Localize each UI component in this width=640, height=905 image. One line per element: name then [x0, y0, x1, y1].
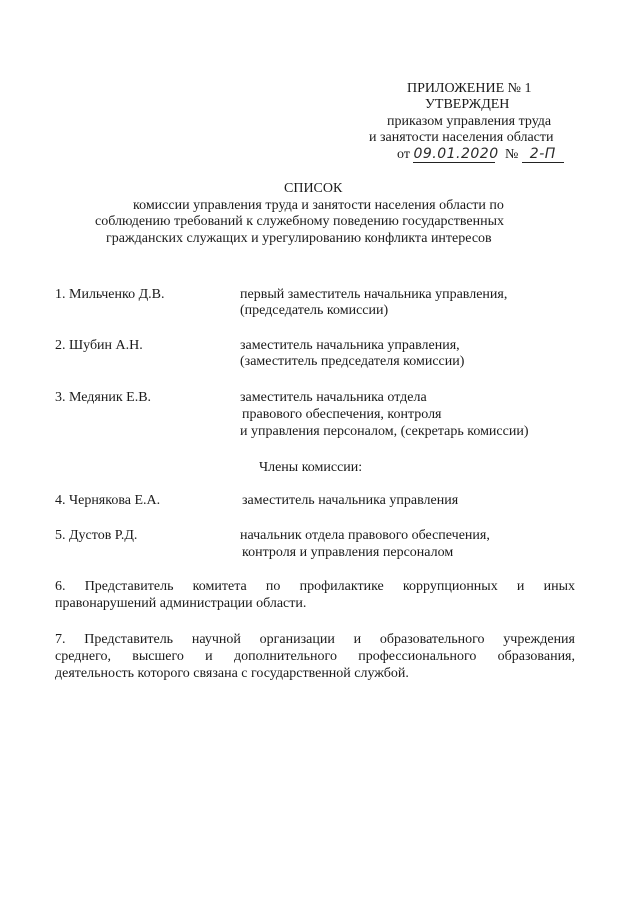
- item6-line1: 6. Представитель комитета по профилактике коррупционных и иных: [55, 579, 575, 594]
- member-role: (председатель комиссии): [240, 303, 389, 318]
- item7-line1: 7. Представитель научной организации и образовательного учреждения: [55, 632, 575, 647]
- member-role: правового обеспечения, контроля: [242, 407, 442, 422]
- member-role: заместитель начальника отдела: [240, 390, 427, 405]
- approval-order-line1: приказом управления труда: [387, 114, 552, 129]
- date-prefix: от: [397, 147, 410, 162]
- item7-line2: среднего, высшего и дополнительного профессионального образования,: [55, 649, 575, 664]
- approved-label: УТВЕРЖДЕН: [425, 97, 510, 112]
- member-name: 5. Дустов Р.Д.: [55, 528, 138, 543]
- member-role: (заместитель председателя комиссии): [240, 354, 465, 369]
- item6-line2: правонарушений администрации области.: [55, 596, 307, 611]
- members-heading: Члены комиссии:: [259, 460, 363, 475]
- member-role: заместитель начальника управления: [242, 493, 459, 508]
- appendix-label: ПРИЛОЖЕНИЕ № 1: [407, 81, 532, 96]
- member-role: заместитель начальника управления,: [240, 338, 460, 353]
- member-role: начальник отдела правового обеспечения,: [240, 528, 490, 543]
- list-heading: СПИСОК: [284, 181, 343, 196]
- title-line2: соблюдению требований к служебному поведению государственных: [95, 214, 504, 229]
- approval-order-line2: и занятости населения области: [369, 130, 554, 145]
- handwritten-date: 09.01.2020: [413, 146, 499, 162]
- handwritten-number: 2-П: [522, 147, 564, 163]
- member-name: 1. Мильченко Д.В.: [55, 287, 165, 302]
- member-name: 3. Медяник Е.В.: [55, 390, 152, 405]
- member-role: контроля и управления персоналом: [242, 545, 454, 560]
- title-line1: комиссии управления труда и занятости населения области по: [133, 198, 504, 213]
- item7-line3: деятельность которого связана с государственной службой.: [55, 666, 409, 681]
- member-role: и управления персоналом, (секретарь комиссии): [240, 424, 529, 439]
- member-role: первый заместитель начальника управления,: [240, 287, 508, 302]
- title-line3: гражданских служащих и урегулированию конфликта интересов: [106, 231, 492, 246]
- member-name: 2. Шубин А.Н.: [55, 338, 143, 353]
- number-prefix: №: [504, 147, 519, 162]
- approval-date-line: [397, 146, 564, 163]
- member-name: 4. Чернякова Е.А.: [55, 493, 161, 508]
